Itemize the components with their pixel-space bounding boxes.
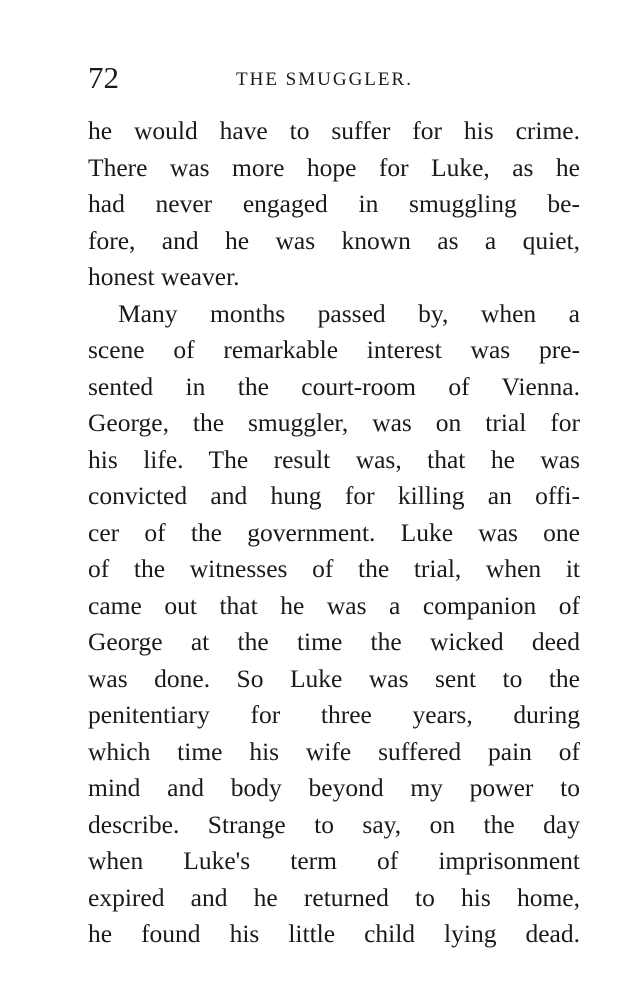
text-line: George, the smuggler, was on trial for (88, 408, 580, 437)
text-line: scene of remarkable interest was pre- (88, 335, 580, 364)
body-text (88, 113, 580, 953)
text-line: honest weaver. (88, 262, 240, 291)
text-line: he found his little child lying dead. (88, 919, 580, 948)
text-line: when Luke's term of imprisonment (88, 846, 580, 875)
text-line: cer of the government. Luke was one (88, 517, 580, 547)
text-line: mind and body beyond my power to (88, 773, 580, 802)
text-line: had never engaged in smuggling be- (88, 189, 580, 218)
text-line: he would have to suffer for his crime. (88, 116, 580, 145)
text-line: convicted and hung for killing an offi- (88, 481, 580, 510)
text-line: came out that he was a companion of (88, 590, 580, 620)
text-line: was done. So Luke was sent to the (88, 663, 580, 693)
text-line: There was more hope for Luke, as he (88, 152, 580, 182)
running-title: THE SMUGGLER. (236, 69, 413, 90)
text-line: which time his wife suffered pain of (88, 736, 580, 766)
page-header (88, 58, 580, 98)
text-line: expired and he returned to his home, (88, 882, 580, 912)
text-line: George at the time the wicked deed (88, 627, 580, 656)
page-number: 72 (88, 60, 119, 95)
text-line: describe. Strange to say, on the day (88, 809, 580, 839)
text-line: fore, and he was known as a quiet, (88, 225, 580, 255)
text-line: Many months passed by, when a (118, 298, 580, 328)
text-line: his life. The result was, that he was (88, 444, 580, 474)
text-line: penitentiary for three years, during (88, 700, 580, 729)
text-line: of the witnesses of the trial, when it (88, 554, 580, 583)
text-line: sented in the court-room of Vienna. (88, 371, 580, 401)
